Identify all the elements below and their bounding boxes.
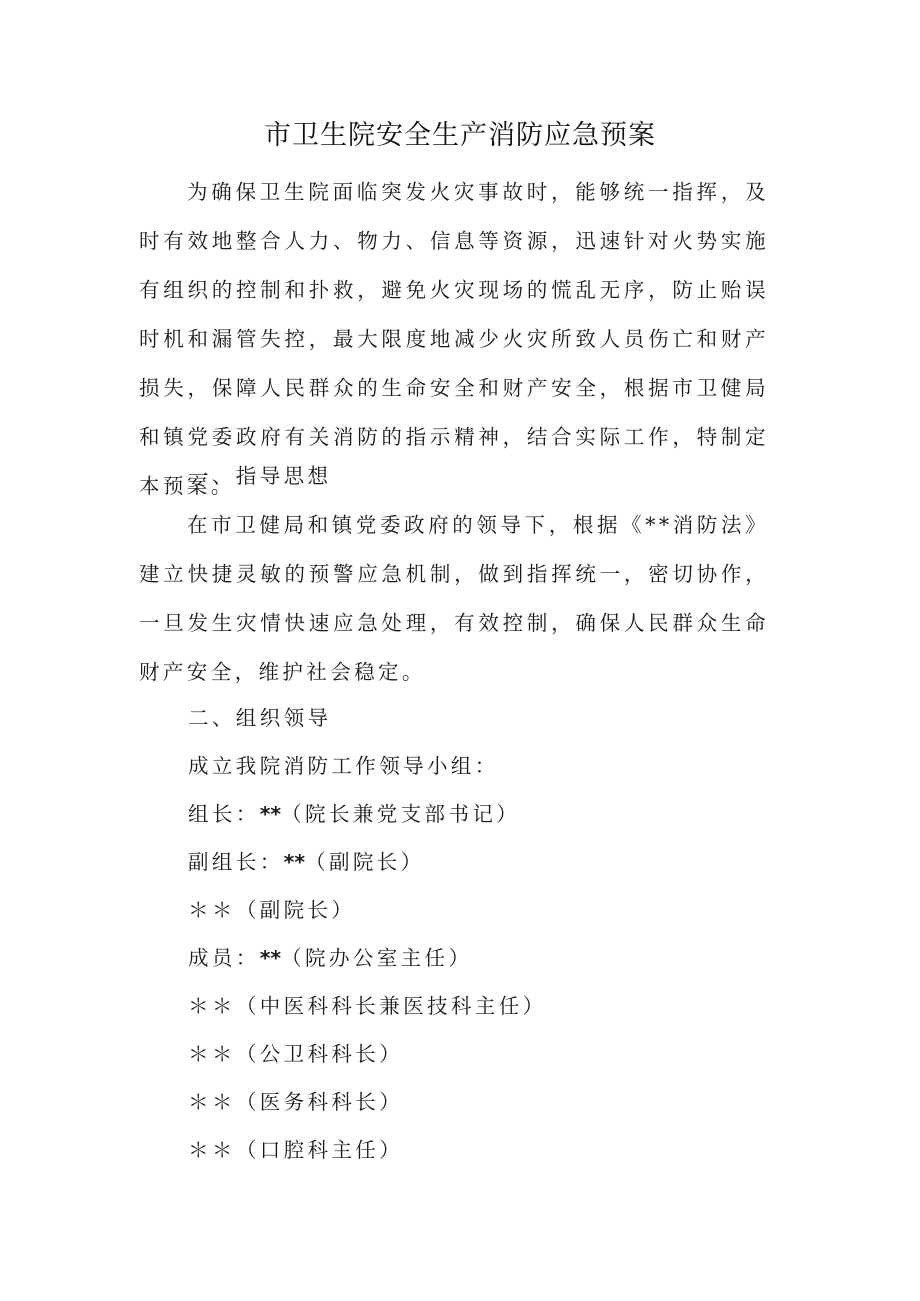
- member-name: ＊＊: [188, 1042, 236, 1066]
- intro-paragraph: 为确保卫生院面临突发火灾事故时，能够统一指挥，及时有效地整合人力、物力、信息等资源，迅速针对火势实施有组织的控制和扑救，避免火灾现场的慌乱无序，防止贻误时机和漏管失控，最大限度地减少火灾所致人员伤亡和财产损失，保障人民群众的生命安全和财产安全，根据市卫健局和镇党委政府有关消防的指示精神，结合实际工作，特制定本预案。: [139, 180, 769, 498]
- member-label: 组长：: [188, 802, 260, 826]
- list-item: [188, 838, 425, 887]
- member-name: **: [259, 946, 282, 970]
- member-role: （口腔科主任）: [235, 1138, 404, 1162]
- list-item: [188, 1126, 403, 1175]
- list-item: [188, 934, 472, 983]
- member-name: ＊＊: [188, 1138, 236, 1162]
- member-role: （公卫科科长）: [235, 1042, 404, 1066]
- member-role: （副院长）: [305, 850, 425, 874]
- member-name: ＊＊: [188, 994, 236, 1018]
- document-title: 市卫生院安全生产消防应急预案: [264, 120, 656, 151]
- member-name: **: [259, 802, 282, 826]
- member-name: ＊＊: [188, 1090, 236, 1114]
- member-role: （院长兼党支部书记）: [281, 802, 521, 826]
- member-role: （医务科科长）: [235, 1090, 404, 1114]
- member-name: ＊＊: [188, 898, 236, 922]
- member-label: 副组长：: [188, 850, 284, 874]
- list-item: [188, 982, 547, 1031]
- member-role: （中医科科长兼医技科主任）: [235, 994, 547, 1018]
- section2-heading: 二、组织领导: [188, 706, 332, 730]
- section1-paragraph: 在市卫健局和镇党委政府的领导下，根据《**消防法》建立快捷灵敏的预警应急机制，做到指挥统一，密切协作，一旦发生灾情快速应急处理，有效控制，确保人民群众生命财产安全，维护社会稳定。: [139, 513, 769, 684]
- member-role: （副院长）: [235, 898, 356, 922]
- member-role: （院办公室主任）: [281, 946, 473, 970]
- section1-heading: 一、指导思想: [188, 464, 332, 488]
- section2-intro: 成立我院消防工作领导小组：: [188, 754, 499, 778]
- list-item: [188, 886, 355, 935]
- member-name: **: [283, 850, 306, 874]
- list-item: [188, 1078, 403, 1127]
- member-label: 成员：: [188, 946, 260, 970]
- list-item: [188, 790, 520, 839]
- list-item: [188, 1030, 403, 1079]
